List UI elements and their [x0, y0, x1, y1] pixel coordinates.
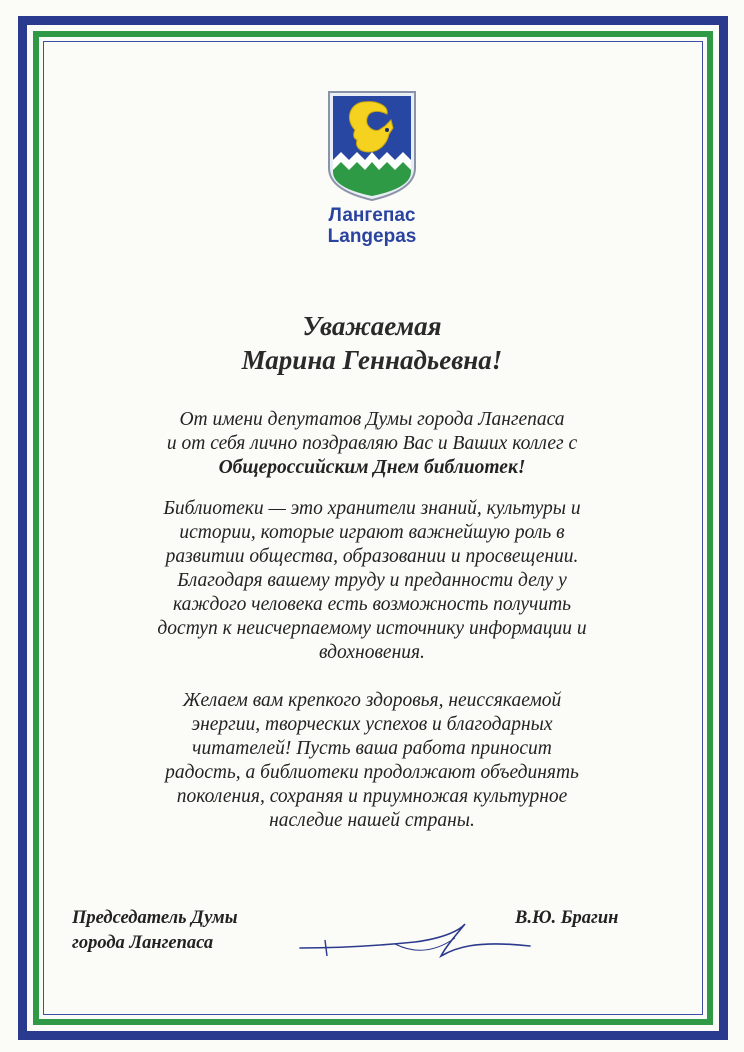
text-line: поколения, сохраняя и приумножая культурное — [176, 786, 568, 807]
greeting-recipient-name: Марина Геннадьевна! — [241, 345, 503, 375]
congratulation-paragraph — [100, 408, 644, 480]
text-line: Библиотеки — это хранители знаний, культуры и — [163, 498, 581, 519]
text-line: доступ к неисчерпаемому источнику информации и — [157, 618, 587, 639]
signatory-name: В.Ю. Брагин — [515, 908, 619, 928]
wishes-paragraph — [100, 689, 644, 833]
text-line: истории, которые играют важнейшую роль в — [179, 522, 565, 543]
holiday-name: Общероссийским Днем библиотек! — [218, 457, 526, 478]
text-line: Желаем вам крепкого здоровья, неиссякаемой — [182, 690, 562, 711]
text-line: От имени депутатов Думы города Лангепаса — [179, 409, 565, 430]
city-name-ru: Лангепас — [328, 205, 416, 226]
text-line: развитии общества, образовании и просвещении. — [165, 546, 579, 567]
city-name-en: Langepas — [327, 226, 417, 247]
text-line: Благодаря вашему труду и преданности делу у — [177, 570, 567, 591]
text-line: радость, а библиотеки продолжают объединять — [165, 762, 579, 783]
greeting-salutation: Уважаемая — [302, 311, 442, 341]
text-line: энергии, творческих успехов и благодарных — [191, 714, 553, 735]
handwritten-signature — [295, 918, 535, 978]
signatory-title-line: города Лангепаса — [72, 933, 214, 953]
signatory-title-line: Председатель Думы — [72, 908, 238, 928]
text-line: и от себя лично поздравляю Вас и Ваших коллег с — [166, 433, 578, 454]
libraries-paragraph — [100, 497, 644, 665]
text-line: вдохновения. — [319, 642, 425, 663]
signatory-title — [72, 906, 238, 956]
text-line: читателей! Пусть ваша работа приносит — [192, 738, 552, 759]
text-line: наследие нашей страны. — [269, 810, 475, 831]
text-line: каждого человека есть возможность получить — [172, 594, 572, 615]
city-coat-of-arms-icon — [327, 90, 417, 202]
